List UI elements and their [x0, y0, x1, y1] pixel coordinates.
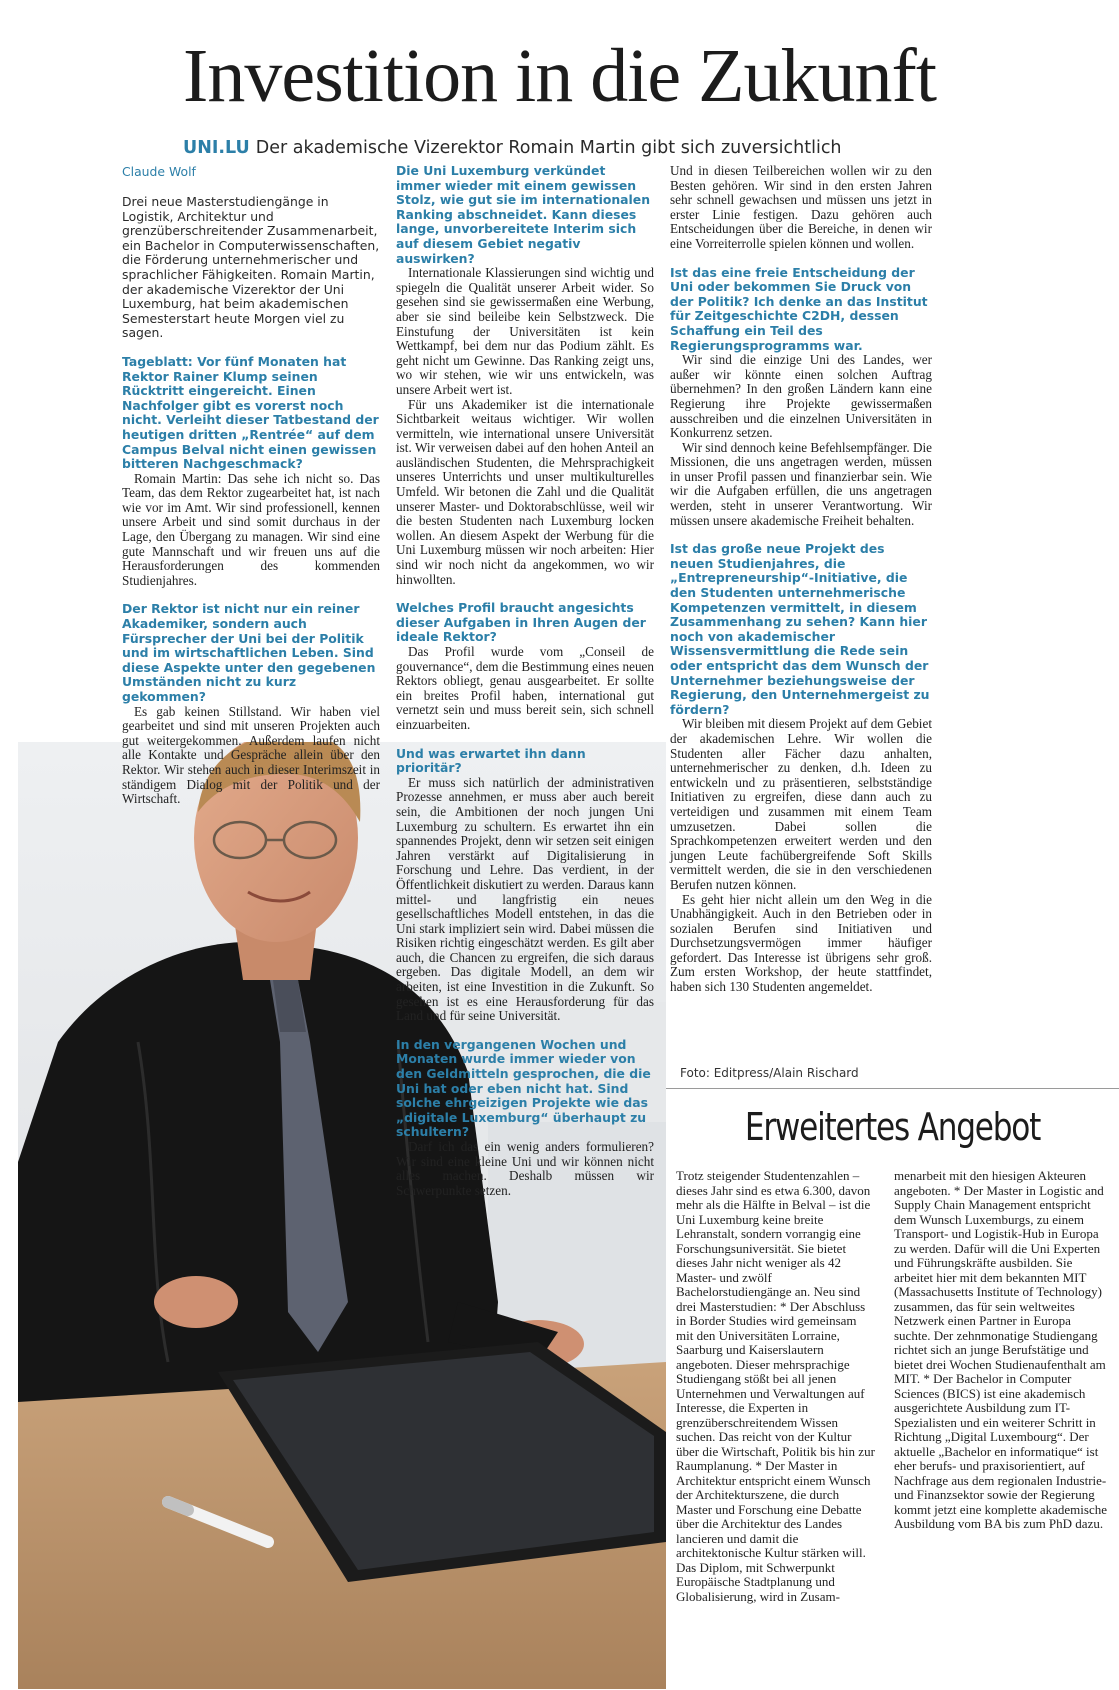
article-column-2 — [396, 164, 654, 1198]
answer: Es gab keinen Stillstand. Wir haben viel gearbeitet und sind mit unseren Projekten auch gut weitergekommen. Außerdem laufen nicht alle Kontakte und Gespräche allein über den Rektor. Wir stehen auch in dieser Interimszeit in ständigem Dialog mit der Politik und der Wirtschaft. — [122, 703, 380, 807]
answer-continued: Und in diesen Teilbereichen wollen wir zu den Besten gehören. Wir sind in den ersten Jahren sehr schnell gewachsen und müssen uns jetzt in erster Linie festigen. Dazu gehören auch Entscheidungen über die Bereiche, in denen wir eine Vorreiterrolle spielen können und wollen. — [670, 163, 932, 251]
question: Die Uni Luxemburg verkündet immer wieder mit einem gewissen Stolz, wie gut sie im internationalen Ranking abschneidet. Kann dieses lange, unvorbereitete Interim sich auf diesem Gebiet negativ auswirken? — [396, 163, 651, 266]
question: Ist das eine freie Entscheidung der Uni oder bekommen Sie Druck von der Politik? Ich denke an das Institut für Zeitgeschichte C2DH, dessen Schaffung ein Teil des Regierungsprogramms war. — [670, 264, 928, 353]
subheadline — [183, 137, 1083, 159]
sidebar-box — [666, 1088, 1119, 1690]
author-byline: Claude Wolf — [122, 164, 196, 179]
answer: Internationale Klassierungen sind wichtig und spiegeln die Qualität unserer Arbeit wider. So gesehen sind sie gewissermaßen eine Werbung, aber sie sind beileibe kein Selbstzweck. Die Einstufung der Universitäten ist kein Wettkampf, bei dem nur das Podium zählt. Es geht nicht um Gewinne. Das Ranking zeigt uns, wo wir stehen, wie wir uns entwickeln, was unsere Arbeit wert ist. — [396, 265, 654, 397]
sidebar-title: Erweitertes Angebot — [744, 1105, 1041, 1149]
answer: Für uns Akademiker ist die internationale Sichtbarkeit weitaus wichtiger. Wir wollen vermitteln, wie international unsere Universität ist. Wir verweisen dabei auf den hohen Anteil an ausländischen Studenten, die Mehrsprachigkeit unseres Unterrichts und unser multikulturelles Umfeld. Wir betonen die Zahl und die Qualität unserer Master- und Doktorabschlüsse, weil wir die besten Studenten nach Luxemburg locken wollen. An diesem Aspekt der Werbung für die Uni Luxemburg müssen wir noch arbeiten: Hier sind wir noch nicht da angekommen, wo wir hinwollten. — [396, 396, 654, 587]
question: Welches Profil braucht angesichts dieser Aufgaben in Ihren Augen der ideale Rektor? — [396, 600, 646, 645]
answer: Er muss sich natürlich der administrativen Prozesse annehmen, er muss aber auch bereit sein, die Ambitionen der noch jungen Uni Luxemburg zu schultern. Es erwartet ihn ein spannendes Projekt, denn wir setzen seit einigen Jahren verstärkt auf Digitalisierung in Forschung und Lehre. Das verdient, in der Öffentlichkeit diskutiert zu werden. Daraus kann mittel- und langfristig ein neues gesellschaftliches Modell entstehen, in das die Uni stark impliziert sein wird. Dabei müssen die Risiken richtig eingeschätzt werden. Es gilt aber auch, die Chancen zu ergreifen, die sich daraus ergeben. Das digitale Modell, an dem wir arbeiten, ist eine Investition in die Zukunft. So gesehen ist es eine Herausforderung für das Land und für seine Universität. — [396, 774, 654, 1024]
answer: Darf ich das ein wenig anders formulieren? Wir sind eine kleine Uni und wir können nicht alles machen. Deshalb müssen wir Schwerpunkte setzen. — [396, 1139, 654, 1198]
sidebar-text: menarbeit mit den hiesigen Akteuren angeboten. * Der Master in Logistic and Supply Chain Management entspricht dem Wunsch Luxemburgs, zu einem Transport- und Logistik-Hub in Europa zu werden. Dafür will die Uni Experten und Führungskräfte ausbilden. Sie arbeitet hier mit dem bekannten MIT (Massachusetts Institute of Technology) zusammen, das für sein weltweites Netzwerk einen Partner in Europa suchte. Der zehnmonatige Studiengang richtet sich an junge Berufstätige und bietet drei Wochen Studienaufenthalt am MIT. * Der Bachelor in Computer Sciences (BICS) ist eine akademisch ausgerichtete Ausbildung zum IT-Spezialisten und ein weiterer Schritt in Richtung „Digital Luxembourg“. Der aktuelle „Bachelor en informatique“ ist eher berufs- und praxisorientiert, auf Nachfrage aus dem regionalen Industrie- und Finanzsektor sowie der Regierung kommt jetzt eine komplette akademische Ausbildung vom BA bis zum PhD dazu. — [894, 1168, 1107, 1531]
answer: Wir sind dennoch keine Befehlsempfänger. Die Missionen, die uns angetragen werden, müssen in unser Profil passen und finanzierbar sein. Wie wir die Aufgaben erfüllen, die uns angetragen werden, steht in unserer Verantwortung. Wir müssen unsere akademische Freiheit behalten. — [670, 439, 932, 528]
answer: Wir bleiben mit diesem Projekt auf dem Gebiet der akademischen Lehre. Wir wollen die Studenten aller Fächer dazu anhalten, unternehmerischer zu denken, d.h. Ideen zu entwickeln und zu präsentieren, selbstständige Initiativen zu ergreifen, diese dann auch zu verteidigen und zusammen mit einem Team umzusetzen. Dabei sollen die Sprachkompetenzen erweitert werden und den jungen Leute fachübergreifende Soft Skills vermittelt werden, die sie in den verschiedenen Berufen nutzen können. — [670, 716, 932, 892]
article-column-1 — [122, 164, 380, 807]
answer: Wir sind die einzige Uni des Landes, wer außer wir könnte einen solchen Auftrag übernehmen? In den großen Ländern kann eine Regierung ihre Projekte gewissermaßen ausschreiben und die einzelnen Universitäten in Konkurrenz setzen. — [670, 352, 932, 441]
subheadline-text: Der akademische Vizerektor Romain Martin gibt sich zuversichtlich — [255, 138, 842, 158]
sidebar-column-1 — [676, 1169, 876, 1604]
answer: Das Profil wurde vom „Conseil de gouvernance“, dem die Bestimmung eines neuen Rektors obliegt, genau ausgearbeitet. Er sollte ein breites Profil haben, international gut vernetzt sein und muss bereit sein, sich schnell einzuarbeiten. — [396, 644, 654, 732]
question: Und was erwartet ihn dann prioritär? — [396, 745, 586, 776]
kicker: UNI.LU — [183, 138, 250, 158]
lead-paragraph: Drei neue Masterstudiengänge in Logistik, Architektur und grenzüberschreitender Zusammenarbeit, ein Bachelor in Computerwissenschaften, die Förderung unternehmerischer und sprachlicher Fähigkeiten. Romain Martin, der akademische Vizerektor der Uni Luxemburg, hat beim akademischen Semesterstart heute Morgen viel zu sagen. — [122, 194, 380, 341]
question: Tageblatt: Vor fünf Monaten hat Rektor Rainer Klump seinen Rücktritt eingereicht. Einen Nachfolger gibt es vorerst noch nicht. Verleiht dieser Tatbestand der heutigen dritten „Rentrée“ auf dem Campus Belval nicht einen gewissen bitteren Nachgeschmack? — [122, 353, 379, 472]
question: In den vergangenen Wochen und Monaten wurde immer wieder von den Geldmitteln gesprochen, die die Uni hat oder eben nicht hat. Sind solche ehrgeizigen Projekte wie das „digitale Luxemburg“ überhaupt zu schultern? — [396, 1036, 651, 1140]
answer: Romain Martin: Das sehe ich nicht so. Das Team, das dem Rektor zugearbeitet hat, ist nach wie vor im Amt. Wir sind professionell, kennen unsere Arbeit und sind somit durchaus in der Lage, den Übergang zu managen. Wir sind eine gute Mannschaft und wir freuen uns auf die Herausforderungen des kommenden Studienjahres. — [122, 470, 380, 588]
headline: Investition in die Zukunft — [183, 34, 936, 118]
question: Ist das große neue Projekt des neuen Studienjahres, die „Entrepreneurship“-Initiative, die den Studenten unternehmerische Kompetenzen vermittelt, in diesem Zusammenhang zu sehen? Kann hier noch von akademischer Wissensvermittlung die Rede sein oder entspricht das dem Wunsch der Unternehmer beziehungsweise der Regierung, den Unternehmergeist zu fördern? — [670, 541, 930, 717]
question: Der Rektor ist nicht nur ein reiner Akademiker, sondern auch Fürsprecher der Uni bei der Politik und im wirtschaftlichen Leben. Sind diese Aspekte unter den gegebenen Umständen nicht zu kurz gekommen? — [122, 601, 376, 704]
sidebar-text: Trotz steigender Studentenzahlen – dieses Jahr sind es etwa 6.300, davon mehr als die Hälfte in Belval – ist die Uni Luxemburg keine breite Lehranstalt, sondern vorrangig eine Forschungsuniversität. Sie bietet dieses Jahr nicht weniger als 42 Master- und zwölf Bachelorstudiengänge an. Neu sind drei Masterstudien: * Der Abschluss in Border Studies wird gemeinsam mit den Universitäten Lorraine, Saarburg und Kaiserslautern angeboten. Dieser mehrsprachige Studiengang stößt bei all jenen Unternehmen und Verwaltungen auf Interesse, die Experten in grenzüberschreitendem Wissen suchen. Das reicht von der Kultur über die Wirtschaft, Politik bis hin zur Raumplanung. * Der Master in Architektur entspricht einem Wunsch der Architekturszene, die durch Master und Forschung eine Debatte über die Architektur des Landes lancieren und damit die architektonische Kultur stärken will. Das Diplom, mit Schwerpunkt Europäische Stadtplanung und Globalisierung, wird in Zusam- — [676, 1168, 875, 1604]
article-column-3 — [670, 164, 932, 995]
sidebar-column-2 — [894, 1169, 1109, 1532]
answer: Es geht hier nicht allein um den Weg in die Unabhängigkeit. Auch in den Betrieben oder in sozialen Berufen sind Initiativen und Durchsetzungsvermögen immer häufiger gefordert. Das Interesse ist übrigens sehr groß. Zum ersten Workshop, der heute stattfindet, haben sich 130 Studenten angemeldet. — [670, 891, 932, 995]
photo-caption: Foto: Editpress/Alain Rischard — [680, 1066, 859, 1080]
